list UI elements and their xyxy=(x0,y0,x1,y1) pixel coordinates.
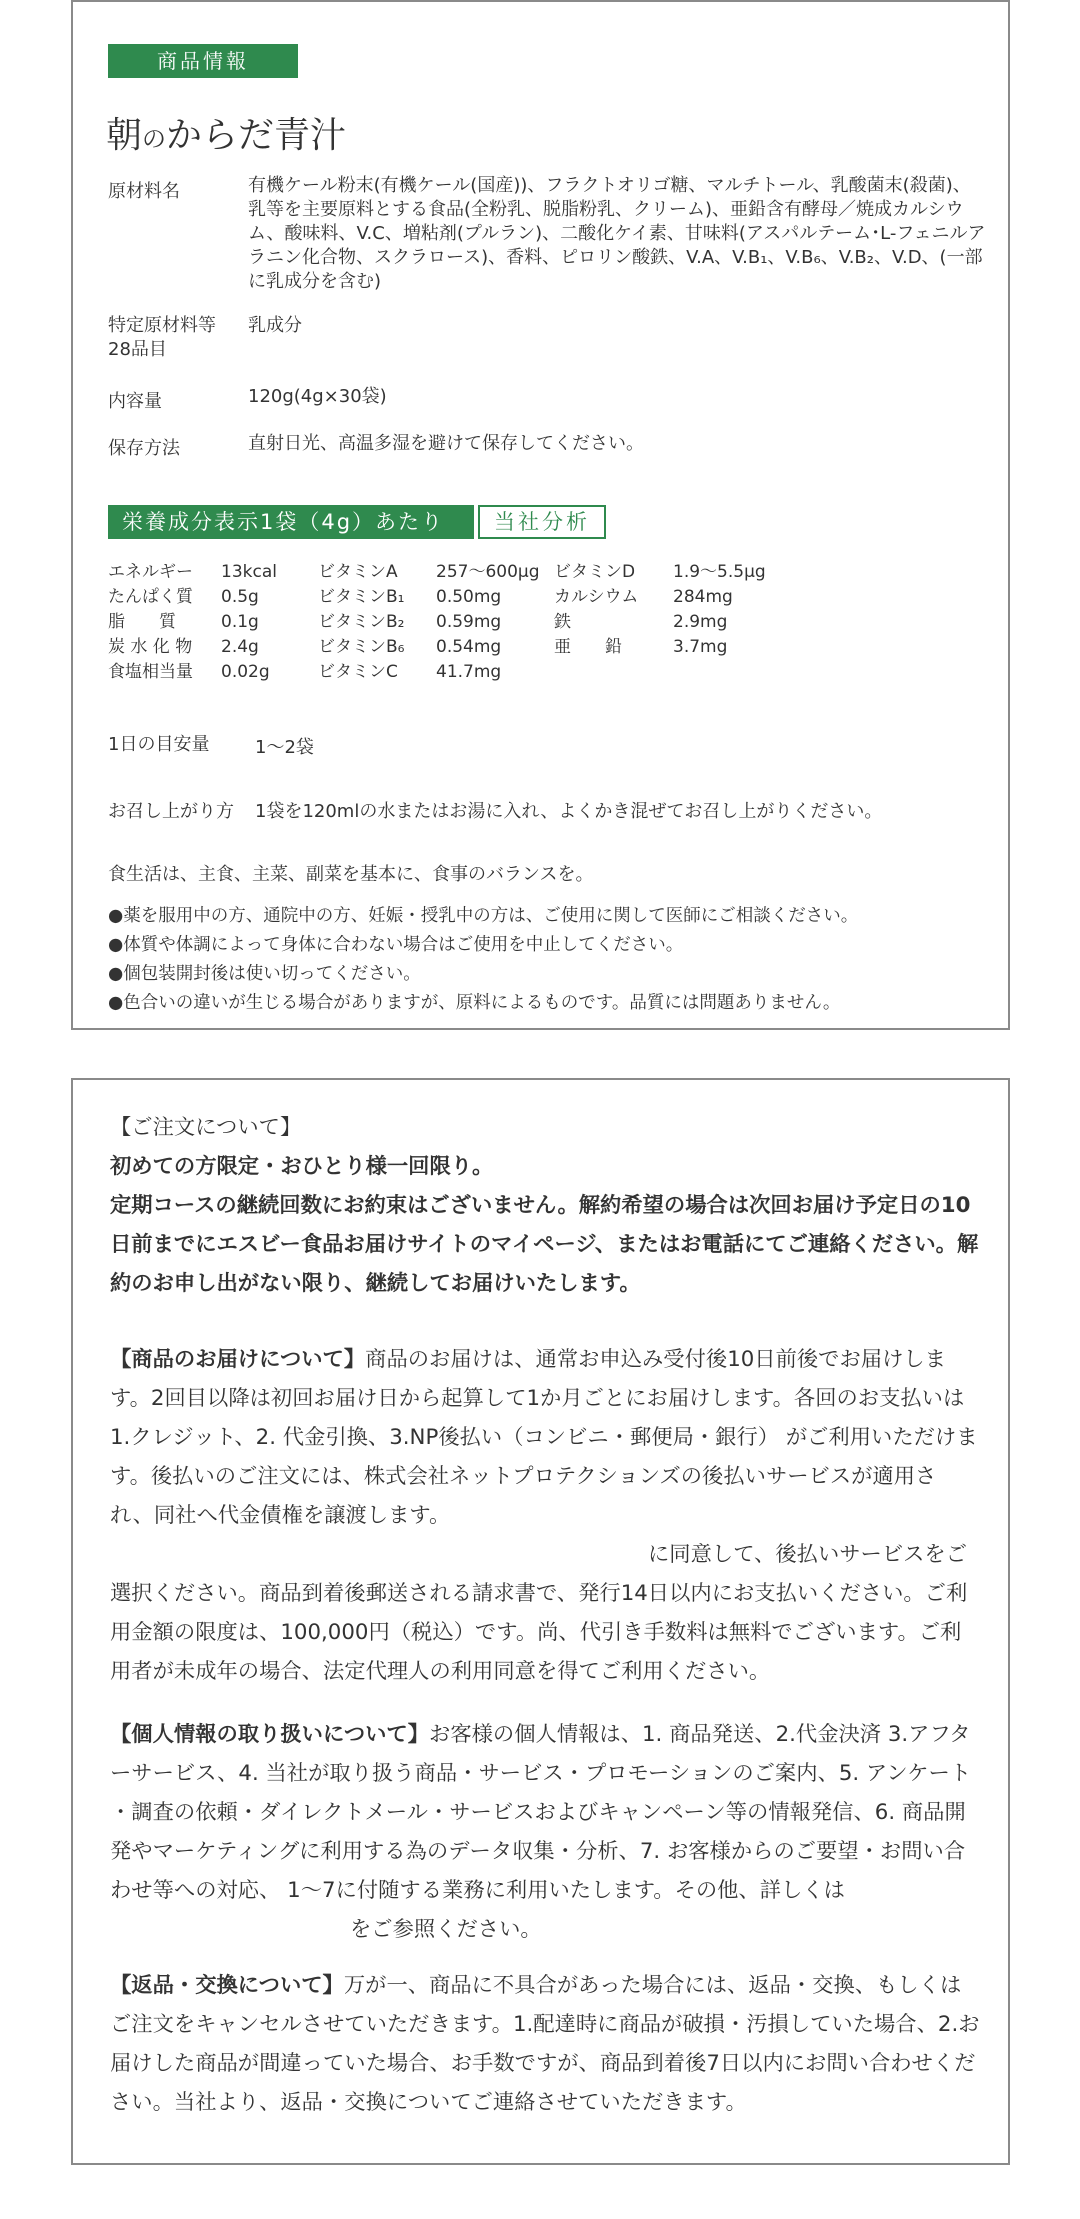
nutrient-name: ビタミンB₁ xyxy=(318,587,405,607)
storage-label: 保存方法 xyxy=(108,438,180,459)
how-to-value: 1袋を120mlの水またはお湯に入れ、よくかき混ぜてお召し上がりください。 xyxy=(255,801,883,822)
nutrient-value: 2.4g xyxy=(221,637,259,657)
nutrient-value: 0.54mg xyxy=(436,637,502,657)
how-to-label: お召し上がり方 xyxy=(108,801,234,822)
nutrient-value: 0.5g xyxy=(221,587,259,607)
nutrient-name: 食塩相当量 xyxy=(108,662,193,682)
caution-item: ●個包装開封後は使い切ってください。 xyxy=(108,964,421,984)
nutrient-name: ビタミンB₂ xyxy=(318,612,405,632)
product-info-badge: 商品情報 xyxy=(108,44,298,78)
nutrient-value: 0.1g xyxy=(221,612,259,632)
allergen-value: 乳成分 xyxy=(248,315,302,336)
storage-value: 直射日光、高温多湿を避けて保存してください。 xyxy=(248,433,644,454)
nutrient-name: たんぱく質 xyxy=(108,587,193,607)
privacy-section xyxy=(110,1715,980,1949)
nutrition-title: 栄養成分表示1袋（4g）あたり xyxy=(108,505,474,539)
nutrient-value: 41.7mg xyxy=(436,662,502,682)
nutrient-value: 1.9～5.5μg xyxy=(673,562,766,582)
caution-item: ●色合いの違いが生じる場合がありますが、原料によるものです。品質には問題ありません。 xyxy=(108,993,841,1013)
product-info-panel xyxy=(71,0,1010,1030)
nutrient-value: 0.59mg xyxy=(436,612,502,632)
nutrient-name: エネルギー xyxy=(108,562,193,582)
product-title: 朝のからだ青汁 xyxy=(106,115,347,156)
nutrition-table xyxy=(108,560,808,690)
allergen-label: 特定原材料等 28品目 xyxy=(108,315,216,360)
delivery-heading: 【商品のお届けについて】 xyxy=(110,1347,366,1372)
nutrition-analysis-tag: 当社分析 xyxy=(478,505,606,539)
nutrient-name: 鉄 xyxy=(554,612,571,632)
nutrient-value: 0.02g xyxy=(221,662,270,682)
delivery-text: 商品のお届けは、通常お申込み受付後10日前後でお届けします。2回目以降は初回お届け日から起算して1か月ごとにお届けします。各回のお支払いは1.クレジット、2. 代金引換、3.NP後払い（コンビニ・郵便局・銀行） がご利用いただけます。後払いのご注文には、株式会社ネットプロテクションズの後払いサービスが適用され、同社へ代金債権を譲渡します。 xyxy=(110,1347,978,1528)
daily-intake-label: 1日の目安量 xyxy=(108,734,210,755)
nutrient-name: ビタミンA xyxy=(318,562,398,582)
nutrient-value: 284mg xyxy=(673,587,733,607)
privacy-text: お客様の個人情報は、1. 商品発送、2.代金決済 3.アフターサービス、4. 当社が取り扱う商品・サービス・プロモーションのご案内、5. アンケート ・調査の依頼・ダイレクトメール・サービスおよびキャンペーン等の情報発信、6. 商品開 発やマーケティングに利用する為のデータ収集・分析、7. お客様からのご要望・お問い合わせ等への対応、 1～7に付随する業務に利用いたします。その他、詳しくは xyxy=(110,1722,972,1903)
nutrient-name: カルシウム xyxy=(554,587,639,607)
nutrient-value: 13kcal xyxy=(221,562,277,582)
daily-intake-value: 1～2袋 xyxy=(255,737,314,758)
order-cancel-text: 定期コースの継続回数にお約束はございません。解約希望の場合は次回お届け予定日の10日前までにエスビー食品お届けサイトのマイページ、またはお電話にてご連絡ください。解約のお申し出がない限り、継続してお届けいたします。 xyxy=(110,1193,979,1296)
content-amount-label: 内容量 xyxy=(108,391,162,412)
nutrient-value: 257～600μg xyxy=(436,562,540,582)
ingredients-label: 原材料名 xyxy=(108,181,180,202)
nutrient-value: 2.9mg xyxy=(673,612,728,632)
delivery-section xyxy=(110,1340,980,1691)
diet-note: 食生活は、主食、主菜、副菜を基本に、食事のバランスを。 xyxy=(108,864,594,885)
nutrient-name: 炭 水 化 物 xyxy=(108,637,193,657)
nutrient-name: 亜 鉛 xyxy=(554,637,622,657)
order-heading: 【ご注文について】 xyxy=(110,1115,302,1140)
returns-text: 万が一、商品に不具合があった場合には、返品・交換、もしくはご注文をキャンセルさせていただきます。1.配達時に商品が破損・汚損していた場合、2.お届けした商品が間違っていた場合、お手数ですが、商品到着後7日以内にお問い合わせください。当社より、返品・交換についてご連絡させていただきます。 xyxy=(110,1973,980,2115)
content-amount-value: 120g(4g×30袋) xyxy=(248,386,387,407)
returns-section xyxy=(110,1966,980,2122)
nutrient-name: ビタミンB₆ xyxy=(318,637,405,657)
nutrient-name: ビタミンD xyxy=(554,562,636,582)
caution-item: ●薬を服用中の方、通院中の方、妊娠・授乳中の方は、ご使用に関して医師にご相談ください。 xyxy=(108,906,859,926)
returns-heading: 【返品・交換について】 xyxy=(110,1973,344,1998)
caution-list xyxy=(108,902,858,1018)
deferred-payment-text: に同意して、後払いサービスをご選択ください。商品到着後郵送される請求書で、発行14日以内にお支払いください。ご利用金額の限度は、100,000円（税込）です。尚、代引き手数料は無料でございます。ご利用者が未成年の場合、法定代理人の利用同意を得てご利用ください。 xyxy=(110,1542,968,1684)
privacy-heading: 【個人情報の取り扱いについて】 xyxy=(110,1722,430,1747)
nutrient-value: 3.7mg xyxy=(673,637,728,657)
order-limit-text: 初めての方限定・おひとり様一回限り。 xyxy=(110,1154,494,1179)
ingredients-value: 有機ケール粉末(有機ケール(国産))、フラクトオリゴ糖、マルチトール、乳酸菌末(殺菌)、乳等を主要原料とする食品(全粉乳、脱脂粉乳、クリーム)、亜鉛含有酵母／焼成カルシウム、酸味料、V.C、増粘剤(プルラン)、二酸化ケイ素、甘味料(アスパルテーム･L-フェニルアラニン化合物、スクラロース)、香料、ピロリン酸鉄、V.A、V.B₁、V.B₆、V.B₂、V.D、(一部に乳成分を含む) xyxy=(248,175,986,292)
nutrient-value: 0.50mg xyxy=(436,587,502,607)
caution-item: ●体質や体調によって身体に合わない場合はご使用を中止してください。 xyxy=(108,935,684,955)
nutrient-name: 脂 質 xyxy=(108,612,176,632)
privacy-text-end: をご参照ください。 xyxy=(350,1917,542,1942)
nutrition-header xyxy=(108,505,606,539)
nutrient-name: ビタミンC xyxy=(318,662,398,682)
order-section xyxy=(110,1108,980,1303)
